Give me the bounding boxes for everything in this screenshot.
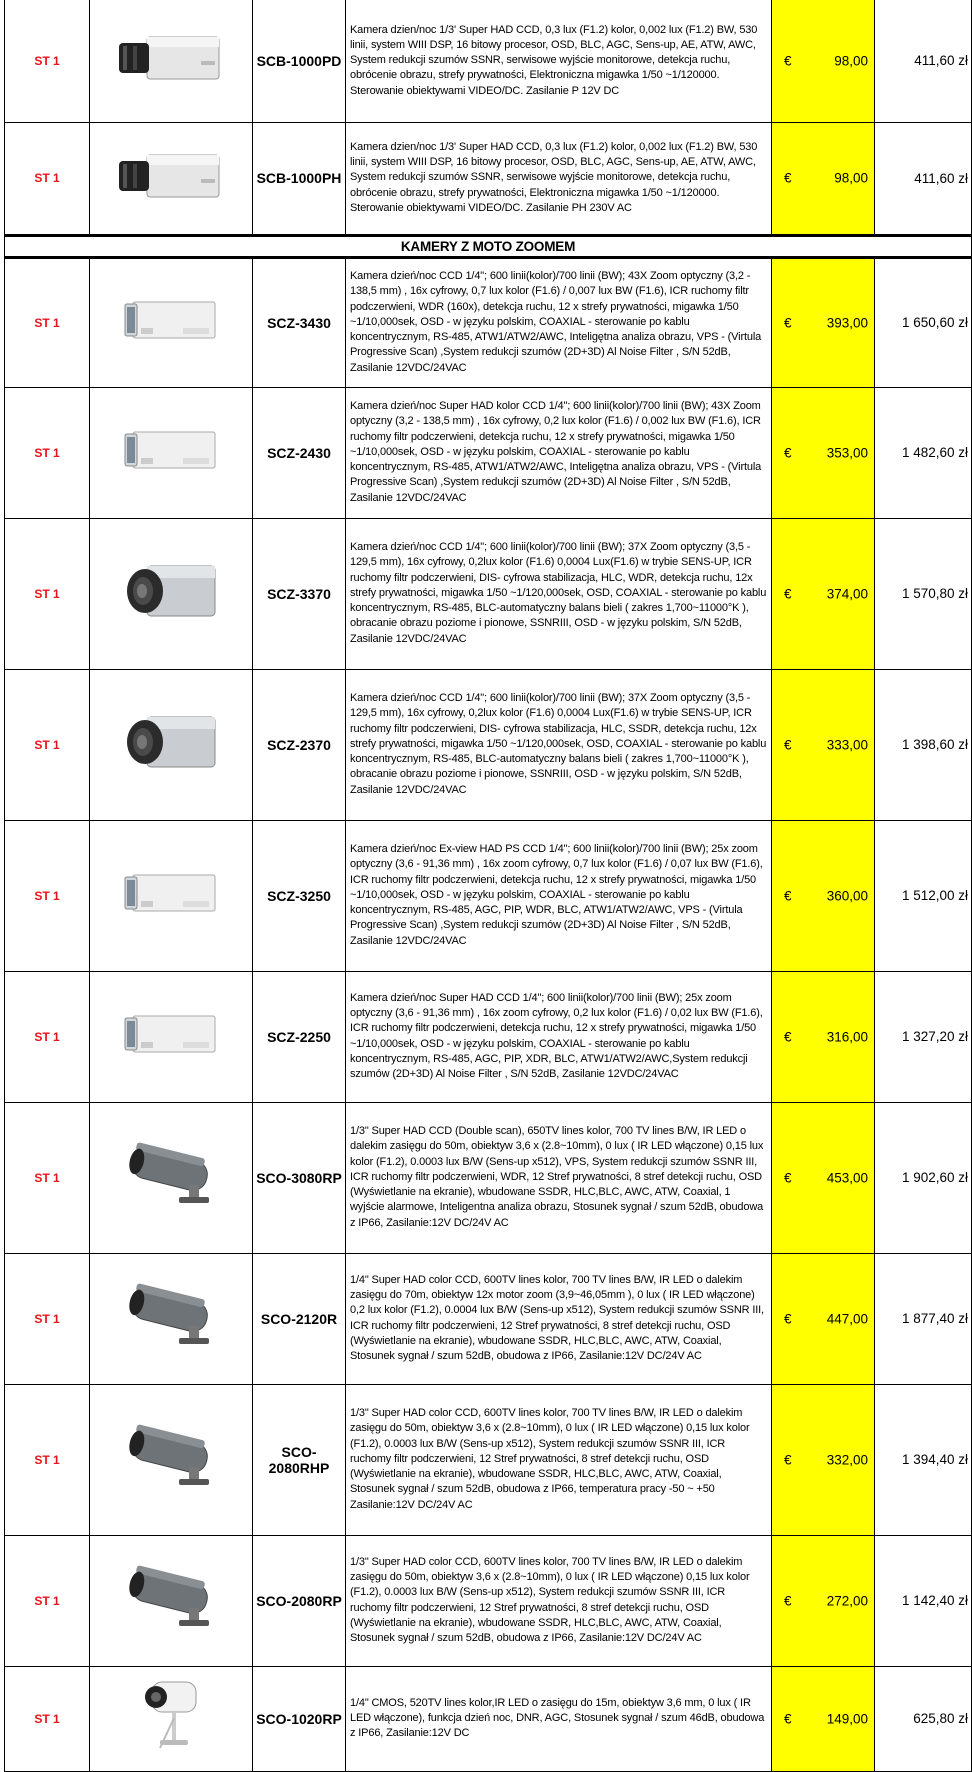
- table-row: [5, 257, 972, 387]
- price-eur-cell: [772, 257, 875, 387]
- euro-sign: €: [784, 170, 792, 186]
- euro-sign: €: [784, 1311, 792, 1326]
- product-code: ST 1: [5, 1253, 90, 1384]
- price-eur: 98,00: [834, 53, 868, 69]
- price-eur-cell: [772, 122, 875, 235]
- product-description: Kamera dzień/noc CCD 1/4"; 600 linii(kolor)/700 linii (BW); 37X Zoom optyczny (3,5 - 129,5 mm), 16x cyfrowy, 0,2lux kolor (F1.6) 0,0004 Lux(F1.6) w trybie SENS-UP, ICR ruchomy filtr podczerwieni, DIS- cyfrowa stabilizacja, HLC, WDR, detekcja ruchu, 12x strefy prywatności, migawka 1/50 ~1/120,000sek, OSD, COAXIAL - sterowanie po kablu koncentrycznym, RS-485, BLC-automatyczny balans bieli ( zakres 1,700~11000°K ), obracanie obrazu poziome i pionowe, SSNRIII, OSD - w języku polskim, S/N 52dB, Zasilanie 12VDC/24VAC: [346, 518, 772, 669]
- table-row: [5, 1102, 972, 1253]
- product-description: Kamera dzien/noc 1/3' Super HAD CCD, 0,3 lux (F1.2) kolor, 0,002 lux (F1.2) BW, 530 linii, system WIII DSP, 16 bitowy procesor, OSD, BLC, AGC, Sens-up, AE, ATW, AWC, System redukcji szumów SSNR, serwisowe wyjście monitorowe, detekcja ruchu, obrócenie obrazu, strefy prywatności, Elektroniczna migawka 1/50 ~1/120000. Sterowanie obiektywami VIDEO/DC. Zasilanie PH 230V AC: [346, 122, 772, 235]
- euro-sign: €: [784, 1452, 792, 1467]
- product-description: 1/3" Super HAD color CCD, 600TV lines kolor, 700 TV lines B/W, IR LED o dalekim zasięgu do 50m, obiektyw 3,6 x (2.8~10mm), 0 lux ( IR LED włączone) 0,15 lux kolor (F1.2), 0.0003 lux B/W (Sens-up x512), System redukcji szumów SSNR III, ICR ruchomy filtr podczerwieni, 12 Stref prywatności, 8 stref detekcji ruchu, OSD (Wyświetlanie na ekranie), wbudowane SSDR, HLC,BLC, AWC, ATW, Coaxial, Stosunek sygnał / szum 52dB, obudowa z IP66, temperatura pracy -50 ~ +50 Zasilanie:12V DC/24V AC: [346, 1384, 772, 1535]
- bullet-camera-icon: [121, 1284, 221, 1348]
- price-eur-cell: [772, 387, 875, 518]
- price-eur: 332,00: [826, 1452, 868, 1467]
- product-description: 1/4" CMOS, 520TV lines kolor,IR LED o zasięgu do 15m, obiektyw 3,6 mm, 0 lux ( IR LED włączone), funkcja dzień noc, DNR, AGC, Stosunek sygnał / szum 46dB, obudowa z IP66, Zasilanie:12V DC: [346, 1666, 772, 1771]
- product-description: Kamera dzień/noc CCD 1/4"; 600 linii(kolor)/700 linii (BW); 37X Zoom optyczny (3,5 - 129,5 mm), 16x cyfrowy, 0,2lux kolor (F1.6) 0,0004 Lux(F1.6) w trybie SENS-UP, ICR ruchomy filtr podczerwieni, DIS- cyfrowa stabilizacja, HLC, SSDR, detekcja ruchu, 12x strefy prywatności, migawka 1/50 ~1/120,000sek, OSD, COAXIAL - sterowanie po kablu koncentrycznym, RS-485, BLC-automatyczny balans bieli ( zakres 1,700~11000°K ), obracanie obrazu poziome i pionowe, SSNRIII, OSD - w języku polskim, S/N 52dB, Zasilanie 12VDC/24VAC: [346, 669, 772, 820]
- bullet-camera-icon: [121, 1143, 221, 1207]
- euro-sign: €: [784, 1029, 792, 1044]
- zoom-camera-white-icon: [123, 1012, 219, 1056]
- price-eur: 316,00: [826, 1029, 868, 1044]
- product-code: ST 1: [5, 122, 90, 235]
- euro-sign: €: [784, 445, 792, 460]
- product-description: Kamera dzien/noc 1/3' Super HAD CCD, 0,3 lux (F1.2) kolor, 0,002 lux (F1.2) BW, 530 linii, system WIII DSP, 16 bitowy procesor, OSD, BLC, AGC, Sens-up, AE, ATW, AWC, System redukcji szumów SSNR, serwisowe wyjście monitorowe, detekcja ruchu, obrócenie obrazu, strefy prywatności, Elektroniczna migawka 1/50 ~1/120000. Sterowanie obiektywami VIDEO/DC. Zasilanie P 12V DC: [346, 0, 772, 122]
- product-model: SCO-3080RP: [253, 1102, 346, 1253]
- section-title: KAMERY Z MOTO ZOOMEM: [5, 235, 972, 257]
- product-image-cell: [90, 1535, 253, 1666]
- price-eur: 149,00: [826, 1711, 868, 1726]
- price-pln: 1 570,80 zł: [875, 518, 972, 669]
- bullet-camera-icon: [121, 1566, 221, 1630]
- product-code: ST 1: [5, 669, 90, 820]
- product-code: ST 1: [5, 1666, 90, 1771]
- euro-sign: €: [784, 1711, 792, 1726]
- price-eur-cell: [772, 1535, 875, 1666]
- product-model: SCZ-3430: [253, 257, 346, 387]
- product-code: ST 1: [5, 0, 90, 122]
- product-description: 1/3" Super HAD CCD (Double scan), 650TV lines kolor, 700 TV lines B/W, IR LED o dalekim zasięgu do 50m, obiektyw 3,6 x (2.8~10mm), 0 lux ( IR LED włączone) 0,15 lux kolor (F1.2), 0.0003 lux B/W (Sens-up x512), VPS, System redukcji szumów SSNR III, ICR ruchomy filtr podczerwieni, WDR, 12 Stref prywatności, 8 stref detekcji ruchu, OSD (Wyświetlanie na ekranie), wbudowane SSDR, HLC,BLC, AWC, ATW, Coaxial, 1 wyjście alarmowe, Inteligentna analiza obrazu, Stosunek sygnał / szum 52dB, obudowa z IP66, Zasilanie:12V DC/24V AC: [346, 1102, 772, 1253]
- table-row: [5, 820, 972, 971]
- product-image-cell: [90, 518, 253, 669]
- product-code: ST 1: [5, 518, 90, 669]
- product-model: SCZ-2370: [253, 669, 346, 820]
- product-image-cell: [90, 820, 253, 971]
- product-model: SCB-1000PH: [253, 122, 346, 235]
- euro-sign: €: [784, 1593, 792, 1608]
- product-image-cell: [90, 1384, 253, 1535]
- price-eur: 98,00: [834, 170, 868, 186]
- product-image-cell: [90, 0, 253, 122]
- product-model: SCO-1020RP: [253, 1666, 346, 1771]
- price-table-body: [5, 0, 972, 1771]
- euro-sign: €: [784, 737, 792, 752]
- price-eur: 374,00: [826, 586, 868, 601]
- price-eur-cell: [772, 1384, 875, 1535]
- table-row: [5, 971, 972, 1102]
- price-eur-cell: [772, 669, 875, 820]
- price-eur-cell: [772, 1102, 875, 1253]
- euro-sign: €: [784, 53, 792, 69]
- product-code: ST 1: [5, 1384, 90, 1535]
- price-eur: 453,00: [826, 1170, 868, 1185]
- product-model: SCO-2080RHP: [253, 1384, 346, 1535]
- product-model: SCZ-3370: [253, 518, 346, 669]
- product-model: SCB-1000PD: [253, 0, 346, 122]
- price-eur: 333,00: [826, 737, 868, 752]
- product-code: ST 1: [5, 257, 90, 387]
- price-eur-cell: [772, 1666, 875, 1771]
- price-eur-cell: [772, 0, 875, 122]
- product-code: ST 1: [5, 820, 90, 971]
- bullet-camera-icon: [121, 1425, 221, 1489]
- price-pln: 1 394,40 zł: [875, 1384, 972, 1535]
- price-eur: 393,00: [826, 315, 868, 330]
- zoom-camera-grey-icon: [123, 560, 219, 622]
- table-row: [5, 122, 972, 235]
- table-row: [5, 1535, 972, 1666]
- cmos-camera-icon: [136, 1678, 206, 1754]
- product-image-cell: [90, 971, 253, 1102]
- product-model: SCZ-3250: [253, 820, 346, 971]
- product-image-cell: [90, 257, 253, 387]
- price-table: [4, 0, 972, 1772]
- product-code: ST 1: [5, 387, 90, 518]
- price-pln: 1 482,60 zł: [875, 387, 972, 518]
- box-camera-icon: [117, 31, 225, 85]
- price-eur: 447,00: [826, 1311, 868, 1326]
- product-description: Kamera dzień/noc CCD 1/4"; 600 linii(kolor)/700 linii (BW); 43X Zoom optyczny (3,2 - 138,5 mm) , 16x cyfrowy, 0,7 lux kolor (F1.6) / 0,007 lux BW (F1.6), ICR ruchomy filtr podczerwieni, WDR (160x), detekcja ruchu, 12 x strefy prywatności, migawka 1/50 ~1/10,000sek, OSD - w języku polskim, COAXIAL - sterowanie po kablu koncentrycznym, RS-485, ATW1/ATW2/AWC, Inteligętna analiza obrazu, VPS - (Virtula Progressive Scan) ,System redukcji szumów (2D+3D) Al Noise Filter , S/N 52dB, Zasilanie 12VDC/24VAC: [346, 257, 772, 387]
- euro-sign: €: [784, 315, 792, 330]
- zoom-camera-white-icon: [123, 871, 219, 915]
- price-eur-cell: [772, 971, 875, 1102]
- price-pln: 411,60 zł: [875, 0, 972, 122]
- section-row: [5, 235, 972, 257]
- price-eur: 353,00: [826, 445, 868, 460]
- product-description: Kamera dzień/noc Super HAD kolor CCD 1/4"; 600 linii(kolor)/700 linii (BW); 43X Zoom optyczny (3,2 - 138,5 mm) , 16x cyfrowy, 0,2 lux kolor (F1.6) / 0,002 lux BW (F1.6), ICR ruchomy filtr podczerwieni, detekcja ruchu, 12 x strefy prywatności, migawka 1/50 ~1/10,000sek, OSD - w języku polskim, COAXIAL - sterowanie po kablu koncentrycznym, RS-485, ATW1/ATW2/AWC, Inteligętna analiza obrazu, VPS - (Virtula Progressive Scan) ,System redukcji szumów (2D+3D) Al Noise Filter , S/N 52dB, Zasilanie 12VDC/24VAC: [346, 387, 772, 518]
- product-model: SCO-2080RP: [253, 1535, 346, 1666]
- price-pln: 1 398,60 zł: [875, 669, 972, 820]
- price-eur: 272,00: [826, 1593, 868, 1608]
- table-row: [5, 669, 972, 820]
- price-eur-cell: [772, 820, 875, 971]
- product-description: Kamera dzień/noc Ex-view HAD PS CCD 1/4"; 600 linii(kolor)/700 linii (BW); 25x zoom optyczny (3,6 - 91,36 mm) , 16x zoom cyfrowy, 0,7 lux kolor (F1.6) / 0,07 lux BW (F1.6), ICR ruchomy filtr podczerwieni, detekcja ruchu, 12 x strefy prywatności, migawka 1/50 ~1/10,000sek, OSD - w języku polskim, COAXIAL - sterowanie po kablu koncentrycznym, RS-485, AGC, PIP, WDR, BLC, ATW1/ATW2/AWC, VPS - (Virtula Progressive Scan) ,System redukcji szumów (2D+3D) Al Noise Filter , S/N 52dB, Zasilanie 12VDC/24VAC: [346, 820, 772, 971]
- table-row: [5, 1384, 972, 1535]
- table-row: [5, 518, 972, 669]
- table-row: [5, 387, 972, 518]
- euro-sign: €: [784, 1170, 792, 1185]
- product-model: SCZ-2430: [253, 387, 346, 518]
- price-eur-cell: [772, 1253, 875, 1384]
- price-pln: 625,80 zł: [875, 1666, 972, 1771]
- table-row: [5, 1253, 972, 1384]
- product-code: ST 1: [5, 1535, 90, 1666]
- product-code: ST 1: [5, 1102, 90, 1253]
- product-description: 1/4" Super HAD color CCD, 600TV lines kolor, 700 TV lines B/W, IR LED o dalekim zasięgu do 70m, obiektyw 12x motor zoom (3,9~46,05mm ), 0 lux ( IR LED włączone) 0,2 lux kolor (F1.2), 0.0004 lux B/W (Sens-up x512), System redukcji szumów SSNR III, ICR ruchomy filtr podczerwieni, 12 Stref prywatności, 8 stref detekcji ruchu, OSD (Wyświetlanie na ekranie), wbudowane SSDR, HLC,BLC, AWC, ATW, Coaxial, Stosunek sygnał / szum 52dB, obudowa z IP66, Zasilanie:12V DC/24V AC: [346, 1253, 772, 1384]
- product-image-cell: [90, 1253, 253, 1384]
- zoom-camera-white-icon: [123, 428, 219, 472]
- product-image-cell: [90, 122, 253, 235]
- price-pln: 1 142,40 zł: [875, 1535, 972, 1666]
- zoom-camera-grey-icon: [123, 711, 219, 773]
- euro-sign: €: [784, 888, 792, 903]
- price-eur: 360,00: [826, 888, 868, 903]
- product-description: Kamera dzień/noc Super HAD CCD 1/4"; 600 linii(kolor)/700 linii (BW); 25x zoom optyczny (3,6 - 91,36 mm) , 16x zoom cyfrowy, 0,2 lux kolor (F1.6) / 0,02 lux BW (F1.6), ICR ruchomy filtr podczerwieni, detekcja ruchu, 12 x strefy prywatności, migawka 1/50 ~1/10,000sek, OSD - w języku polskim, COAXIAL - sterowanie po kablu koncentrycznym, RS-485, AGC, PIP, XDR, BLC, ATW1/ATW2/AWC,System redukcji szumów (2D+3D) Al Noise Filter , S/N 52dB, Zasilanie 12VDC/24VAC: [346, 971, 772, 1102]
- price-pln: 1 512,00 zł: [875, 820, 972, 971]
- product-image-cell: [90, 1102, 253, 1253]
- table-row: [5, 0, 972, 122]
- price-pln: 1 877,40 zł: [875, 1253, 972, 1384]
- price-pln: 1 650,60 zł: [875, 257, 972, 387]
- box-camera-icon: [117, 149, 225, 203]
- zoom-camera-white-icon: [123, 298, 219, 342]
- table-row: [5, 1666, 972, 1771]
- product-description: 1/3" Super HAD color CCD, 600TV lines kolor, 700 TV lines B/W, IR LED o dalekim zasięgu do 50m, obiektyw 3,6 x (2.8~10mm), 0 lux ( IR LED włączone) 0,15 lux kolor (F1.2), 0.0003 lux B/W (Sens-up x512), System redukcji szumów SSNR III, ICR ruchomy filtr podczerwieni, 12 Stref prywatności, 8 stref detekcji ruchu, OSD (Wyświetlanie na ekranie), wbudowane SSDR, HLC,BLC, AWC, ATW, Coaxial, Stosunek sygnał / szum 52dB, obudowa z IP66, Zasilanie:12V DC/24V AC: [346, 1535, 772, 1666]
- product-image-cell: [90, 669, 253, 820]
- price-pln: 411,60 zł: [875, 122, 972, 235]
- product-model: SCZ-2250: [253, 971, 346, 1102]
- product-image-cell: [90, 1666, 253, 1771]
- product-code: ST 1: [5, 971, 90, 1102]
- price-eur-cell: [772, 518, 875, 669]
- price-pln: 1 327,20 zł: [875, 971, 972, 1102]
- euro-sign: €: [784, 586, 792, 601]
- price-pln: 1 902,60 zł: [875, 1102, 972, 1253]
- product-model: SCO-2120R: [253, 1253, 346, 1384]
- product-image-cell: [90, 387, 253, 518]
